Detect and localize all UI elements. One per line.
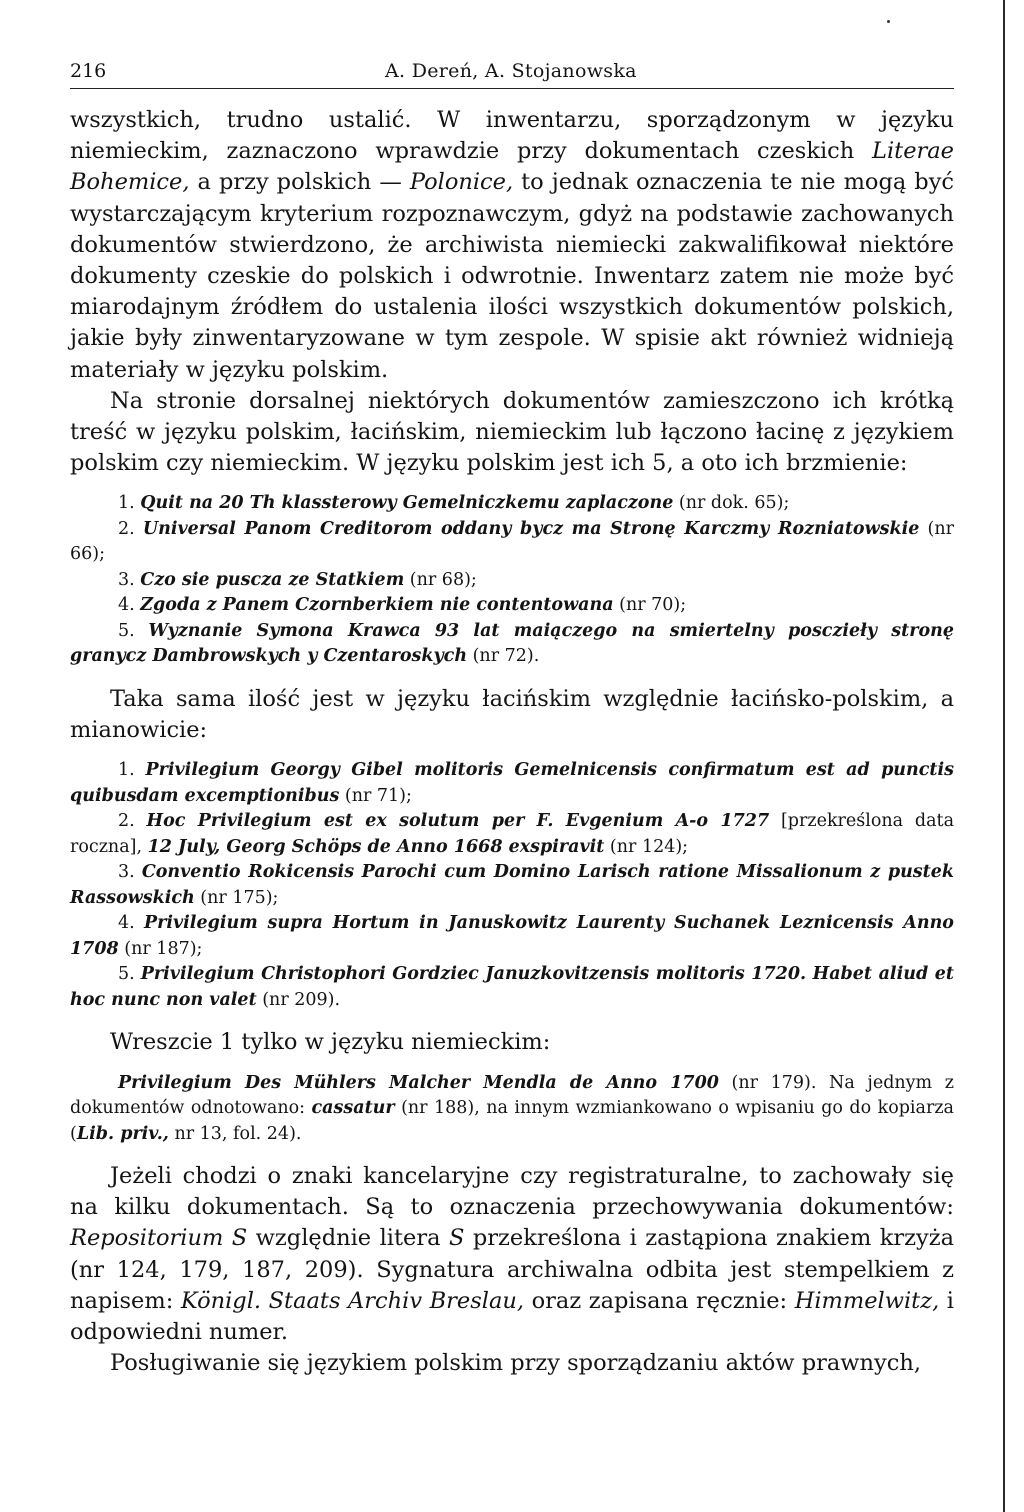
paragraph-4: Wreszcie 1 tylko w języku niemieckim: (110, 1029, 551, 1056)
list-item: 1. Quit na 20 Th klassterowy Gemelniczkemu zaplaczone (nr dok. 65); (118, 493, 790, 514)
list-item: 2. Universal Panom Creditorom oddany bycz ma Stronę Karczmy Rozniatowskie (nr 66); (70, 518, 954, 565)
list-item: 3. Czo sie puscza ze Statkiem (nr 68); (118, 569, 477, 590)
latin-notes-list (70, 758, 954, 1013)
running-header-authors: A. Dereń, A. Stojanowska (385, 60, 637, 82)
list-item: 4. Privilegium supra Hortum in Januskowitz Laurenty Suchanek Leznicensis Anno 1708 (nr 187); (70, 913, 954, 959)
list-item: 1. Privilegium Georgy Gibel molitoris Gemelnicensis confirmatum est ad punctis quibusdam excemptionibus (nr 71); (70, 760, 954, 806)
page (70, 40, 954, 1379)
speck (887, 20, 890, 23)
list-item: 5. Privilegium Christophori Gordziec Januzkovitzensis molitoris 1720. Habet aliud et hoc nunc non valet (nr 209). (70, 964, 954, 1010)
polish-notes-list (70, 491, 954, 670)
list-item: 4. Zgoda z Panem Czornberkiem nie contentowana (nr 70); (118, 595, 687, 616)
list-item: 3. Conventio Rokicensis Parochi cum Domino Larisch ratione Missalionum z pustek Rassowskich (nr 175); (70, 862, 954, 908)
paragraph-2: Na stronie dorsalnej niektórych dokumentów zamieszczono ich krótką treść w języku polskim, łacińskim, niemieckim lub łączono łacinę z językiem polskim czy niemieckim. W języku polskim jest ich 5, a oto ich brzmienie: (70, 387, 954, 477)
paragraph-3: Taka sama ilość jest w języku łacińskim względnie łacińsko-polskim, a mianowicie: (70, 685, 954, 744)
paragraph-5: Jeżeli chodzi o znaki kancelaryjne czy registraturalne, to zachowały się na kilku dokumentach. Są to oznaczenia przechowywania dokumentów: Repositorium S względnie litera S przekreślona i zastąpiona znakiem krzyża (nr 124, 179, 187, 209). Sygnatura archiwalna odbita jest stempelkiem z napisem: Königl. Staats Archiv Breslau, oraz zapisana ręcznie: Himmelwitz, i odpowiedni numer. (70, 1163, 954, 1346)
german-note (70, 1071, 954, 1148)
page-number: 216 (70, 60, 107, 82)
page-edge-line (1003, 0, 1005, 1512)
german-note-text: Privilegium Des Mühlers Malcher Mendla de Anno 1700 (nr 179). Na jednym z dokumentów odnotowano: cassatur (nr 188), na innym wzmiankowano o wpisaniu go do kopiarza (Lib. priv., nr 13, fol. 24). (70, 1072, 954, 1144)
list-item: 2. Hoc Privilegium est ex solutum per F. Evgenium A-o 1727 [przekreślona data roczna], 12 July, Georg Schöps de Anno 1668 exspiravit (nr 124); (70, 811, 955, 857)
running-header (70, 40, 954, 89)
paragraph-1: wszystkich, trudno ustalić. W inwentarzu, sporządzonym w języku niemieckim, zaznaczono wprawdzie przy dokumentach czeskich Literae Bohemice, a przy polskich — Polonice, to jednak oznaczenia te nie mogą być wystarczającym kryterium rozpoznawczym, gdyż na podstawie zachowanych dokumentów stwierdzono, że archiwista niemiecki zakwalifikował niektóre dokumenty czeskie do polskich i odwrotnie. Inwentarz zatem nie może być miarodajnym źródłem do ustalenia ilości wszystkich dokumentów polskich, jakie były zinwentaryzowane w tym zespole. W spisie akt również widnieją materiały w języku polskim. (70, 107, 955, 383)
paragraph-6: Posługiwanie się językiem polskim przy sporządzaniu aktów prawnych, (110, 1350, 921, 1377)
list-item: 5. Wyznanie Symona Krawca 93 lat maiączego na smiertelny posczieły stronę granycz Dambrowskych y Czentaroskych (nr 72). (70, 620, 954, 667)
